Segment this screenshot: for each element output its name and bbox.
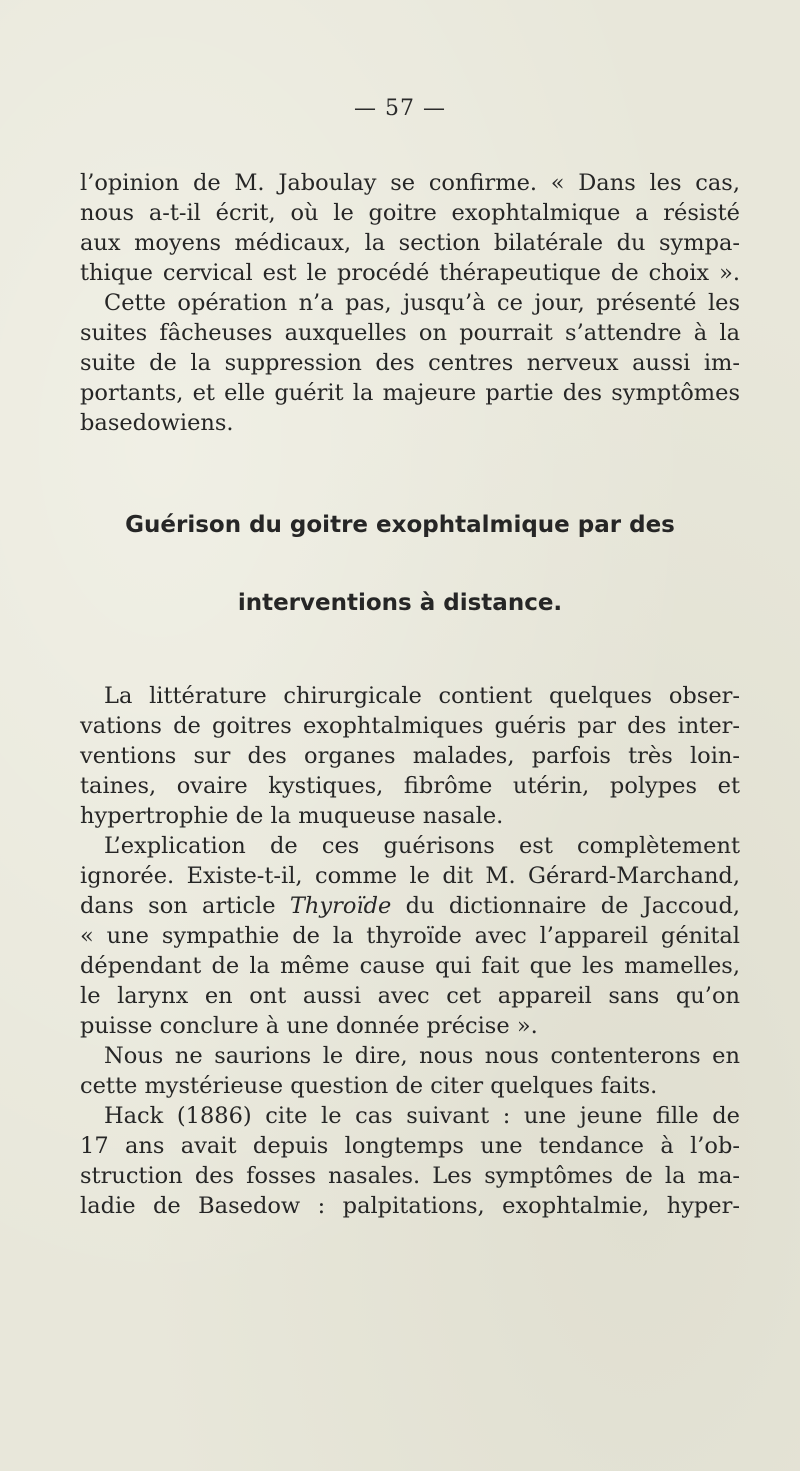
text-line: Hack (1886) cite le cas suivant : une jeune fille de <box>104 1103 740 1129</box>
text-line <box>80 891 740 921</box>
text-line: aux moyens médicaux, la section bilatérale du sympa- <box>80 230 740 256</box>
text-line: suites fâcheuses auxquelles on pourrait s’attendre à la <box>80 320 740 346</box>
text-line: dépendant de la même cause qui fait que les mamelles, <box>80 953 740 979</box>
text-line: Nous ne saurions le dire, nous nous contenterons en <box>104 1043 740 1069</box>
text-line: le larynx en ont aussi avec cet appareil sans qu’on <box>80 983 740 1009</box>
page-number: — 57 — <box>354 96 446 121</box>
italic-title: Thyroïde <box>289 893 392 919</box>
text-line: l’opinion de M. Jaboulay se confirme. « Dans les cas, <box>80 170 740 196</box>
text-line: taines, ovaire kystiques, fibrôme utérin, polypes et <box>80 773 740 799</box>
text-line: Cette opération n’a pas, jusqu’à ce jour, présenté les <box>104 290 740 316</box>
paragraph-2 <box>80 681 740 1221</box>
text-line: portants, et elle guérit la majeure partie des symptômes <box>80 380 740 406</box>
paragraph-1 <box>80 168 740 438</box>
text-line: « une sympathie de la thyroïde avec l’appareil génital <box>80 923 740 949</box>
text-line: vations de goitres exophtalmiques guéris par des inter- <box>80 713 740 739</box>
text-segment: dans son article <box>80 893 276 919</box>
text-segment: du dictionnaire de Jaccoud, <box>405 893 741 919</box>
text-line: ignorée. Existe-t-il, comme le dit M. Gérard-Marchand, <box>80 863 740 889</box>
text-line: L’explication de ces guérisons est complètement <box>104 833 740 859</box>
text-line: La littérature chirurgicale contient quelques obser- <box>104 683 740 709</box>
section-heading-line-1: Guérison du goitre exophtalmique par des <box>125 512 675 538</box>
text-line: suite de la suppression des centres nerveux aussi im- <box>80 350 740 376</box>
text-line: hypertrophie de la muqueuse nasale. <box>80 803 504 829</box>
text-line: thique cervical est le procédé thérapeutique de choix ». <box>80 260 740 286</box>
text-line: puisse conclure à une donnée précise ». <box>80 1013 538 1039</box>
section-heading-line-2: interventions à distance. <box>237 590 563 616</box>
text-line: cette mystérieuse question de citer quelques faits. <box>80 1073 658 1099</box>
text-line: 17 ans avait depuis longtemps une tendance à l’ob- <box>80 1133 740 1159</box>
text-line: struction des fosses nasales. Les symptômes de la ma- <box>80 1163 740 1189</box>
text-line: ladie de Basedow : palpitations, exophtalmie, hyper- <box>80 1193 740 1219</box>
text-line: nous a-t-il écrit, où le goitre exophtalmique a résisté <box>80 200 740 226</box>
text-line: basedowiens. <box>80 410 234 436</box>
text-line: ventions sur des organes malades, parfois très loin- <box>80 743 740 769</box>
